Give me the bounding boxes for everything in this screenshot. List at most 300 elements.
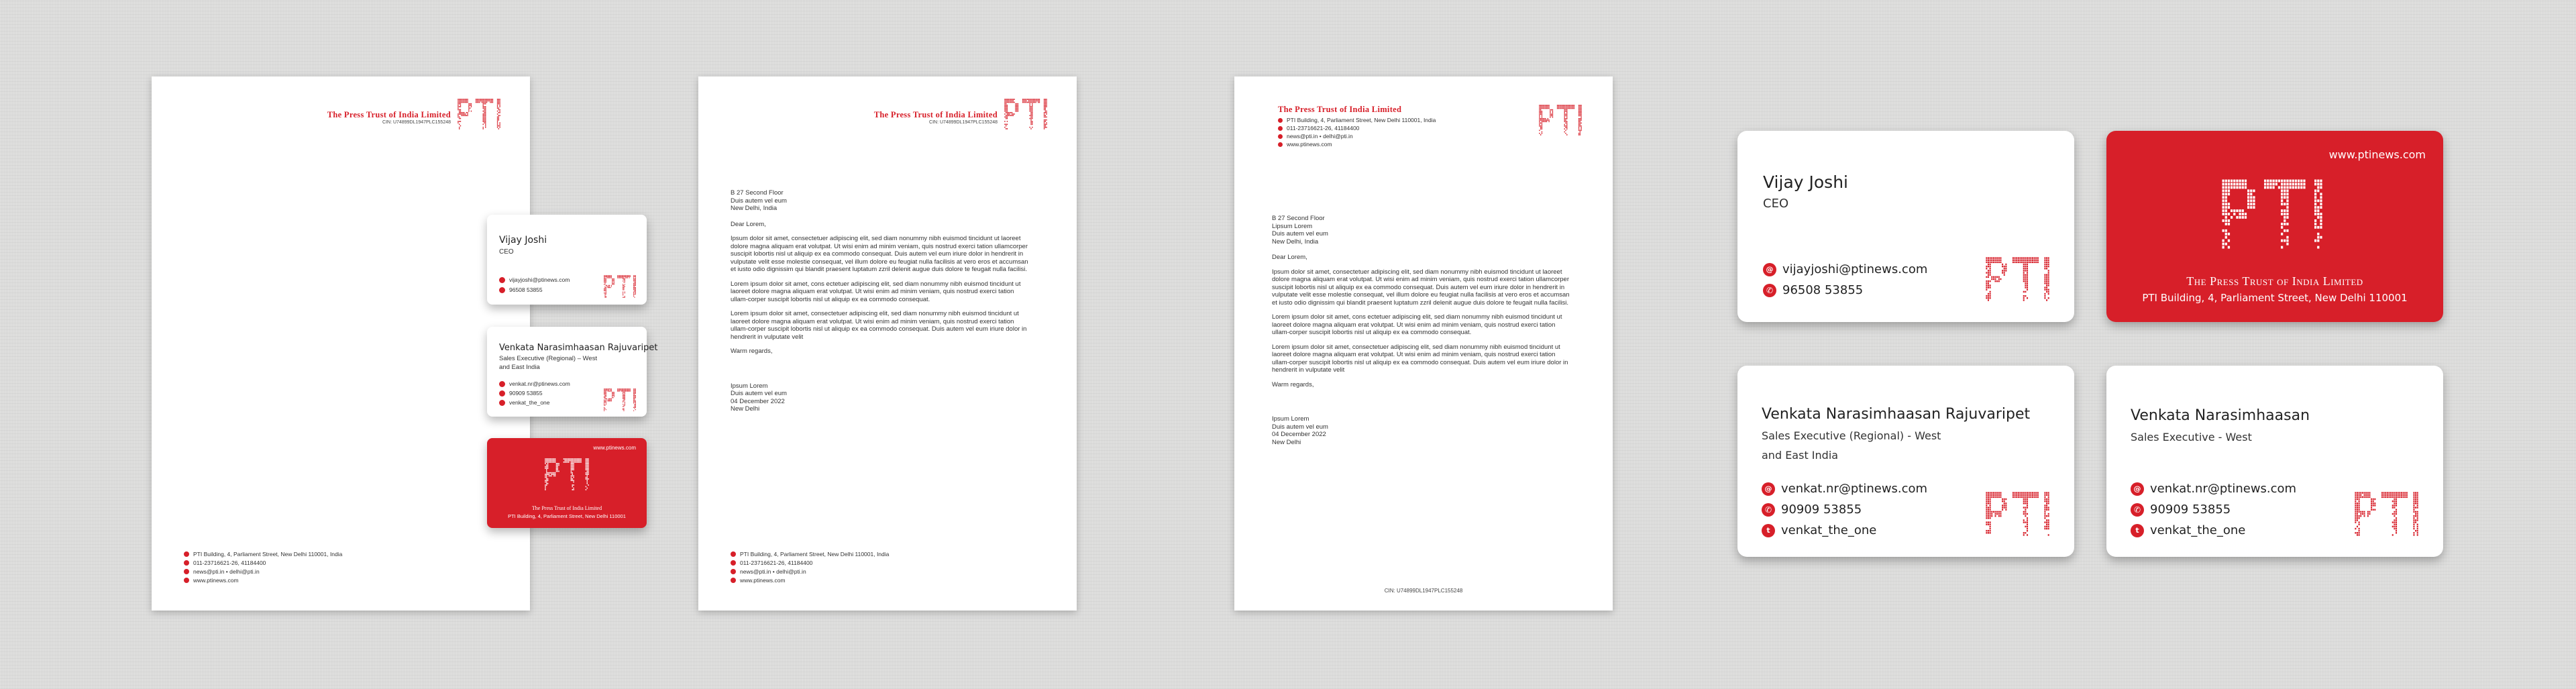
logo-pixel (497, 127, 498, 128)
logo-pixel (2388, 492, 2390, 493)
logo-pixel (2284, 219, 2286, 222)
logo-pixel (2027, 274, 2028, 276)
logo-pixel (1990, 272, 1991, 273)
logo-pixel (2044, 293, 2045, 295)
logo-pixel (634, 390, 635, 391)
logo-pixel (2413, 521, 2414, 523)
logo-pixel (604, 280, 605, 281)
logo-pixel (634, 280, 635, 281)
logo-pixel (2413, 519, 2414, 521)
pti-logo-mark (1539, 105, 1582, 136)
logo-pixel (2035, 262, 2037, 263)
phone-row[interactable]: ✆ 90909 53855 (2131, 502, 2296, 517)
logo-pixel (604, 283, 605, 284)
logo-pixel (2396, 519, 2397, 521)
logo-pixel (2415, 511, 2416, 513)
logo-pixel (2030, 494, 2031, 496)
logo-pixel (2225, 183, 2227, 186)
logo-pixel (1564, 118, 1565, 119)
logo-pixel (2357, 532, 2358, 533)
logo-pixel (1539, 106, 1540, 107)
logo-pixel (1036, 99, 1037, 100)
logo-pixel (2004, 272, 2005, 273)
logo-pixel (623, 276, 624, 277)
logo-pixel (1564, 109, 1565, 111)
logo-pixel (2320, 216, 2322, 219)
logo-pixel (483, 127, 484, 128)
logo-pixel (499, 127, 500, 128)
logo-pixel (611, 276, 612, 277)
logo-pixel (2236, 180, 2238, 182)
logo-pixel (2314, 213, 2316, 215)
logo-pixel (1995, 496, 1996, 498)
logo-pixel (547, 466, 548, 468)
card-contact (1763, 262, 1927, 297)
logo-pixel (604, 395, 605, 396)
logo-pixel (607, 399, 608, 400)
logo-pixel (627, 390, 628, 391)
logo-pixel (2025, 291, 2026, 293)
logo-pixel (2019, 262, 2021, 263)
logo-pixel (1578, 127, 1579, 128)
logo-pixel (1030, 117, 1031, 118)
logo-pixel (2025, 280, 2026, 282)
logo-pixel (2401, 494, 2402, 496)
logo-pixel (2417, 528, 2418, 529)
logo-pixel (468, 107, 469, 109)
logo-pixel (2035, 494, 2037, 496)
logo-pixel (2046, 291, 2047, 293)
logo-pixel (497, 107, 498, 109)
logo-pixel (2281, 223, 2283, 225)
logo-pixel (2000, 262, 2001, 263)
logo-pixel (2005, 507, 2006, 508)
logo-pixel (2000, 260, 2001, 261)
pti-logo (1004, 99, 1047, 129)
logo-pixel (1028, 102, 1029, 103)
logo-pixel (2222, 186, 2224, 189)
logo-pixel (1988, 257, 1989, 258)
logo-pixel (572, 460, 573, 462)
logo-pixel (2417, 505, 2418, 506)
logo-pixel (1566, 113, 1567, 115)
pti-logo (1986, 492, 2049, 536)
logo-pixel (485, 112, 486, 113)
logo-pixel (2032, 494, 2033, 496)
logo-pixel (635, 276, 636, 277)
logo-pixel (2034, 494, 2035, 496)
logo-pixel (1565, 127, 1566, 128)
logo-pixel (1580, 112, 1581, 113)
logo-pixel (2355, 513, 2356, 515)
card-address: PTI Building, 4, Parliament Street, New Delhi 110001 (508, 513, 626, 519)
logo-pixel (2002, 270, 2003, 271)
logo-pixel (2390, 494, 2392, 496)
logo-pixel (2413, 532, 2414, 533)
logo-pixel (2357, 511, 2358, 513)
logo-pixel (2314, 223, 2316, 225)
logo-pixel (2004, 268, 2005, 269)
logo-pixel (2018, 496, 2019, 498)
logo-pixel (625, 277, 626, 278)
logo-pixel (2025, 268, 2026, 269)
logo-pixel (2044, 266, 2045, 267)
logo-pixel (2267, 180, 2269, 182)
logo-pixel (608, 390, 609, 391)
closing: Warm regards, (1272, 380, 1314, 388)
logo-pixel (623, 288, 624, 289)
logo-pixel (1578, 125, 1579, 127)
logo-pixel (1569, 106, 1570, 107)
logo-pixel (2225, 229, 2227, 232)
logo-pixel (2222, 183, 2224, 186)
logo-pixel (479, 102, 480, 103)
logo-pixel (635, 390, 636, 391)
logo-pixel (623, 287, 624, 288)
logo-pixel (568, 462, 569, 463)
logo-pixel (2362, 496, 2363, 498)
logo-pixel (2396, 532, 2397, 533)
logo-pixel (2048, 282, 2049, 284)
logo-pixel (547, 458, 548, 460)
logo-pixel (2355, 509, 2356, 511)
logo-pixel (1565, 133, 1566, 134)
logo-pixel (1991, 494, 1992, 496)
logo-pixel (617, 390, 618, 391)
logo-pixel (2044, 268, 2045, 269)
logo-pixel (623, 409, 624, 410)
logo-pixel (609, 276, 610, 277)
logo-pixel (2392, 521, 2394, 523)
logo-pixel (483, 121, 484, 122)
logo-pixel (2364, 496, 2365, 498)
logo-pixel (2264, 183, 2266, 186)
logo-pixel (1016, 106, 1017, 107)
logo-pixel (2046, 289, 2047, 290)
logo-pixel (573, 482, 574, 483)
location-icon (1278, 118, 1283, 123)
logo-pixel (1988, 509, 1989, 511)
logo-pixel (2019, 260, 2021, 261)
logo-pixel (2000, 515, 2001, 517)
footer-phone: 011-23716621-26, 41184400 (184, 560, 342, 566)
logo-pixel (2359, 511, 2360, 513)
logo-pixel (1988, 530, 1989, 531)
logo-pixel (1004, 100, 1005, 101)
logo-pixel (1565, 105, 1566, 106)
logo-pixel (587, 480, 588, 481)
small-card-ceo (487, 215, 647, 305)
logo-pixel (635, 285, 636, 286)
logo-pixel (1990, 521, 1991, 523)
logo-pixel (2044, 515, 2045, 517)
letterhead-sheet-1 (152, 76, 530, 611)
card-title: CEO (499, 248, 514, 256)
logo-pixel (2369, 511, 2370, 513)
logo-pixel (2292, 180, 2294, 182)
logo-pixel (571, 466, 572, 468)
logo-pixel (497, 119, 498, 121)
web-icon (184, 578, 189, 583)
logo-pixel (499, 100, 500, 101)
logo-pixel (483, 100, 484, 101)
logo-pixel (1998, 276, 2000, 278)
logo-pixel (2413, 526, 2414, 527)
logo-pixel (573, 469, 574, 470)
logo-pixel (2048, 264, 2049, 265)
logo-pixel (1539, 115, 1540, 117)
logo-pixel (1578, 121, 1579, 122)
logo-pixel (2359, 521, 2360, 523)
logo-pixel (485, 124, 486, 125)
logo-pixel (627, 275, 628, 276)
email-row[interactable]: @ venkat.nr@ptinews.com (2131, 482, 2296, 496)
logo-pixel (2004, 500, 2005, 502)
logo-pixel (1580, 109, 1581, 111)
header-contact: PTI Building, 4, Parliament Street, New Delhi 110001, India 011-23716621-26, 41184400 news@pti.in • delhi@pti.in www.ptinews.com (1278, 117, 1436, 148)
logo-pixel (2396, 500, 2397, 502)
logo-pixel (483, 118, 484, 119)
logo-pixel (556, 468, 557, 469)
logo-pixel (1988, 496, 1989, 498)
logo-pixel (2320, 180, 2322, 182)
logo-pixel (2417, 515, 2418, 517)
logo-pixel (1540, 118, 1541, 119)
card-back (2106, 131, 2443, 322)
logo-pixel (483, 113, 484, 115)
logo-pixel (498, 99, 499, 100)
logo-pixel (1988, 299, 1989, 301)
logo-pixel (1013, 115, 1014, 116)
card-web: www.ptinews.com (2328, 148, 2426, 161)
logo-pixel (1539, 118, 1540, 119)
logo-pixel (2355, 532, 2356, 533)
logo-pixel (459, 124, 460, 125)
logo-pixel (2029, 492, 2030, 493)
logo-pixel (2025, 500, 2026, 502)
logo-pixel (2048, 515, 2049, 517)
logo-pixel (2021, 492, 2023, 493)
logo-pixel (634, 408, 635, 409)
logo-pixel (2284, 229, 2286, 232)
logo-pixel (550, 472, 551, 474)
logo-pixel (1565, 113, 1566, 115)
logo-pixel (2046, 526, 2047, 527)
logo-pixel (1990, 509, 1991, 511)
logo-pixel (1998, 260, 2000, 261)
closing: Warm regards, (731, 348, 773, 355)
logo-pixel (546, 464, 547, 466)
logo-pixel (1991, 511, 1992, 513)
logo-pixel (2362, 511, 2363, 513)
logo-pixel (550, 462, 551, 463)
logo-pixel (2023, 297, 2025, 299)
logo-pixel (2228, 206, 2230, 209)
logo-pixel (2015, 260, 2016, 261)
logo-pixel (2357, 513, 2358, 515)
logo-pixel (2023, 291, 2025, 293)
twitter-row[interactable]: t venkat_the_one (2131, 523, 2296, 537)
logo-pixel (1991, 278, 1992, 280)
logo-pixel (498, 128, 499, 129)
logo-pixel (2250, 199, 2252, 202)
logo-pixel (2417, 524, 2418, 525)
logo-pixel (2023, 519, 2025, 521)
logo-pixel (1988, 521, 1989, 523)
logo-pixel (1035, 100, 1036, 101)
logo-pixel (2415, 498, 2416, 500)
logo-pixel (485, 107, 486, 109)
logo-pixel (572, 458, 573, 460)
logo-pixel (634, 291, 635, 292)
phone-row[interactable]: ✆ 90909 53855 (1762, 502, 1927, 517)
logo-pixel (2231, 216, 2233, 219)
logo-pixel (1988, 498, 1989, 500)
logo-pixel (2392, 505, 2394, 506)
logo-pixel (499, 102, 500, 103)
logo-pixel (2002, 272, 2003, 273)
logo-pixel (2027, 266, 2028, 267)
logo-pixel (634, 399, 635, 400)
logo-pixel (2048, 513, 2049, 515)
logo-pixel (2317, 186, 2319, 189)
logo-pixel (2012, 492, 2014, 493)
logo-pixel (2233, 186, 2235, 189)
logo-pixel (556, 471, 557, 472)
logo-pixel (2242, 186, 2244, 189)
logo-pixel (1007, 128, 1008, 129)
logo-pixel (460, 111, 461, 112)
logo-pixel (1990, 532, 1991, 533)
logo-pixel (2025, 295, 2026, 297)
logo-pixel (633, 390, 634, 391)
logo-pixel (483, 107, 484, 109)
logo-pixel (2292, 186, 2294, 189)
logo-pixel (2396, 524, 2397, 525)
logo-pixel (1578, 128, 1579, 129)
logo-pixel (2005, 268, 2006, 269)
logo-pixel (498, 119, 499, 121)
logo-pixel (2284, 193, 2286, 195)
logo-pixel (483, 99, 484, 100)
logo-pixel (459, 103, 460, 105)
logo-pixel (479, 100, 480, 101)
email-row[interactable]: @ vijayjoshi@ptinews.com (1763, 262, 1927, 276)
logo-pixel (1990, 517, 1991, 519)
logo-pixel (612, 393, 613, 394)
logo-pixel (2320, 196, 2322, 199)
pti-logo-mark (1004, 99, 1047, 129)
logo-pixel (1986, 295, 1987, 297)
logo-pixel (635, 407, 636, 408)
logo-pixel (1988, 513, 1989, 515)
logo-pixel (1998, 494, 2000, 496)
logo-pixel (633, 396, 634, 397)
logo-pixel (626, 388, 627, 389)
logo-pixel (1986, 530, 1987, 531)
logo-pixel (2025, 498, 2026, 500)
logo-pixel (2021, 257, 2023, 258)
logo-pixel (1996, 496, 1998, 498)
logo-pixel (468, 106, 469, 107)
logo-pixel (2037, 262, 2039, 263)
logo-pixel (1007, 99, 1008, 100)
logo-pixel (2236, 209, 2238, 212)
logo-pixel (483, 105, 484, 106)
logo-pixel (604, 390, 605, 391)
logo-pixel (2048, 507, 2049, 508)
logo-pixel (623, 278, 624, 279)
logo-pixel (1996, 511, 1998, 513)
phone-row[interactable]: ✆ 96508 53855 (1763, 283, 1927, 297)
logo-pixel (552, 458, 553, 460)
logo-pixel (1986, 517, 1987, 519)
logo-pixel (1990, 295, 1991, 297)
logo-pixel (1988, 286, 1989, 288)
logo-pixel (1990, 293, 1991, 295)
logo-pixel (1566, 115, 1567, 117)
logo-pixel (630, 388, 631, 389)
logo-pixel (1007, 117, 1008, 118)
logo-pixel (2025, 515, 2026, 517)
logo-pixel (2005, 266, 2006, 267)
card-company: The Press Trust of India Limited (531, 505, 602, 511)
email-row[interactable]: @ venkat.nr@ptinews.com (1762, 482, 1927, 496)
logo-pixel (1004, 109, 1005, 111)
logo-pixel (459, 100, 460, 101)
logo-pixel (1566, 105, 1567, 106)
logo-pixel (2023, 264, 2025, 265)
logo-pixel (1565, 119, 1566, 121)
logo-pixel (1034, 102, 1035, 103)
logo-pixel (1565, 118, 1566, 119)
logo-pixel (634, 278, 635, 279)
logo-pixel (547, 468, 548, 469)
logo-pixel (1578, 112, 1579, 113)
logo-pixel (1988, 507, 1989, 508)
logo-pixel (2225, 216, 2227, 219)
logo-pixel (2034, 260, 2035, 261)
logo-pixel (2025, 282, 2026, 284)
logo-pixel (2046, 505, 2047, 506)
logo-pixel (2286, 236, 2288, 239)
logo-pixel (1986, 257, 1987, 258)
logo-pixel (623, 297, 624, 298)
logo-pixel (572, 484, 573, 486)
logo-pixel (467, 102, 468, 103)
logo-pixel (466, 112, 467, 113)
logo-pixel (1571, 108, 1572, 109)
logo-pixel (1560, 106, 1561, 107)
logo-pixel (1030, 106, 1031, 107)
logo-pixel (1995, 515, 1996, 517)
logo-pixel (1539, 130, 1540, 131)
logo-pixel (607, 275, 608, 276)
pti-logo (2355, 492, 2418, 536)
logo-pixel (460, 106, 461, 107)
logo-pixel (2362, 492, 2363, 493)
logo-pixel (633, 288, 634, 289)
logo-pixel (1036, 100, 1037, 101)
logo-pixel (634, 407, 635, 408)
logo-pixel (2413, 500, 2414, 502)
logo-pixel (546, 480, 547, 481)
card-title-line2: and East India (499, 364, 540, 371)
logo-pixel (573, 489, 574, 490)
twitter-row[interactable]: t venkat_the_one (1762, 523, 1927, 537)
logo-pixel (2245, 186, 2247, 189)
logo-pixel (2029, 257, 2030, 258)
